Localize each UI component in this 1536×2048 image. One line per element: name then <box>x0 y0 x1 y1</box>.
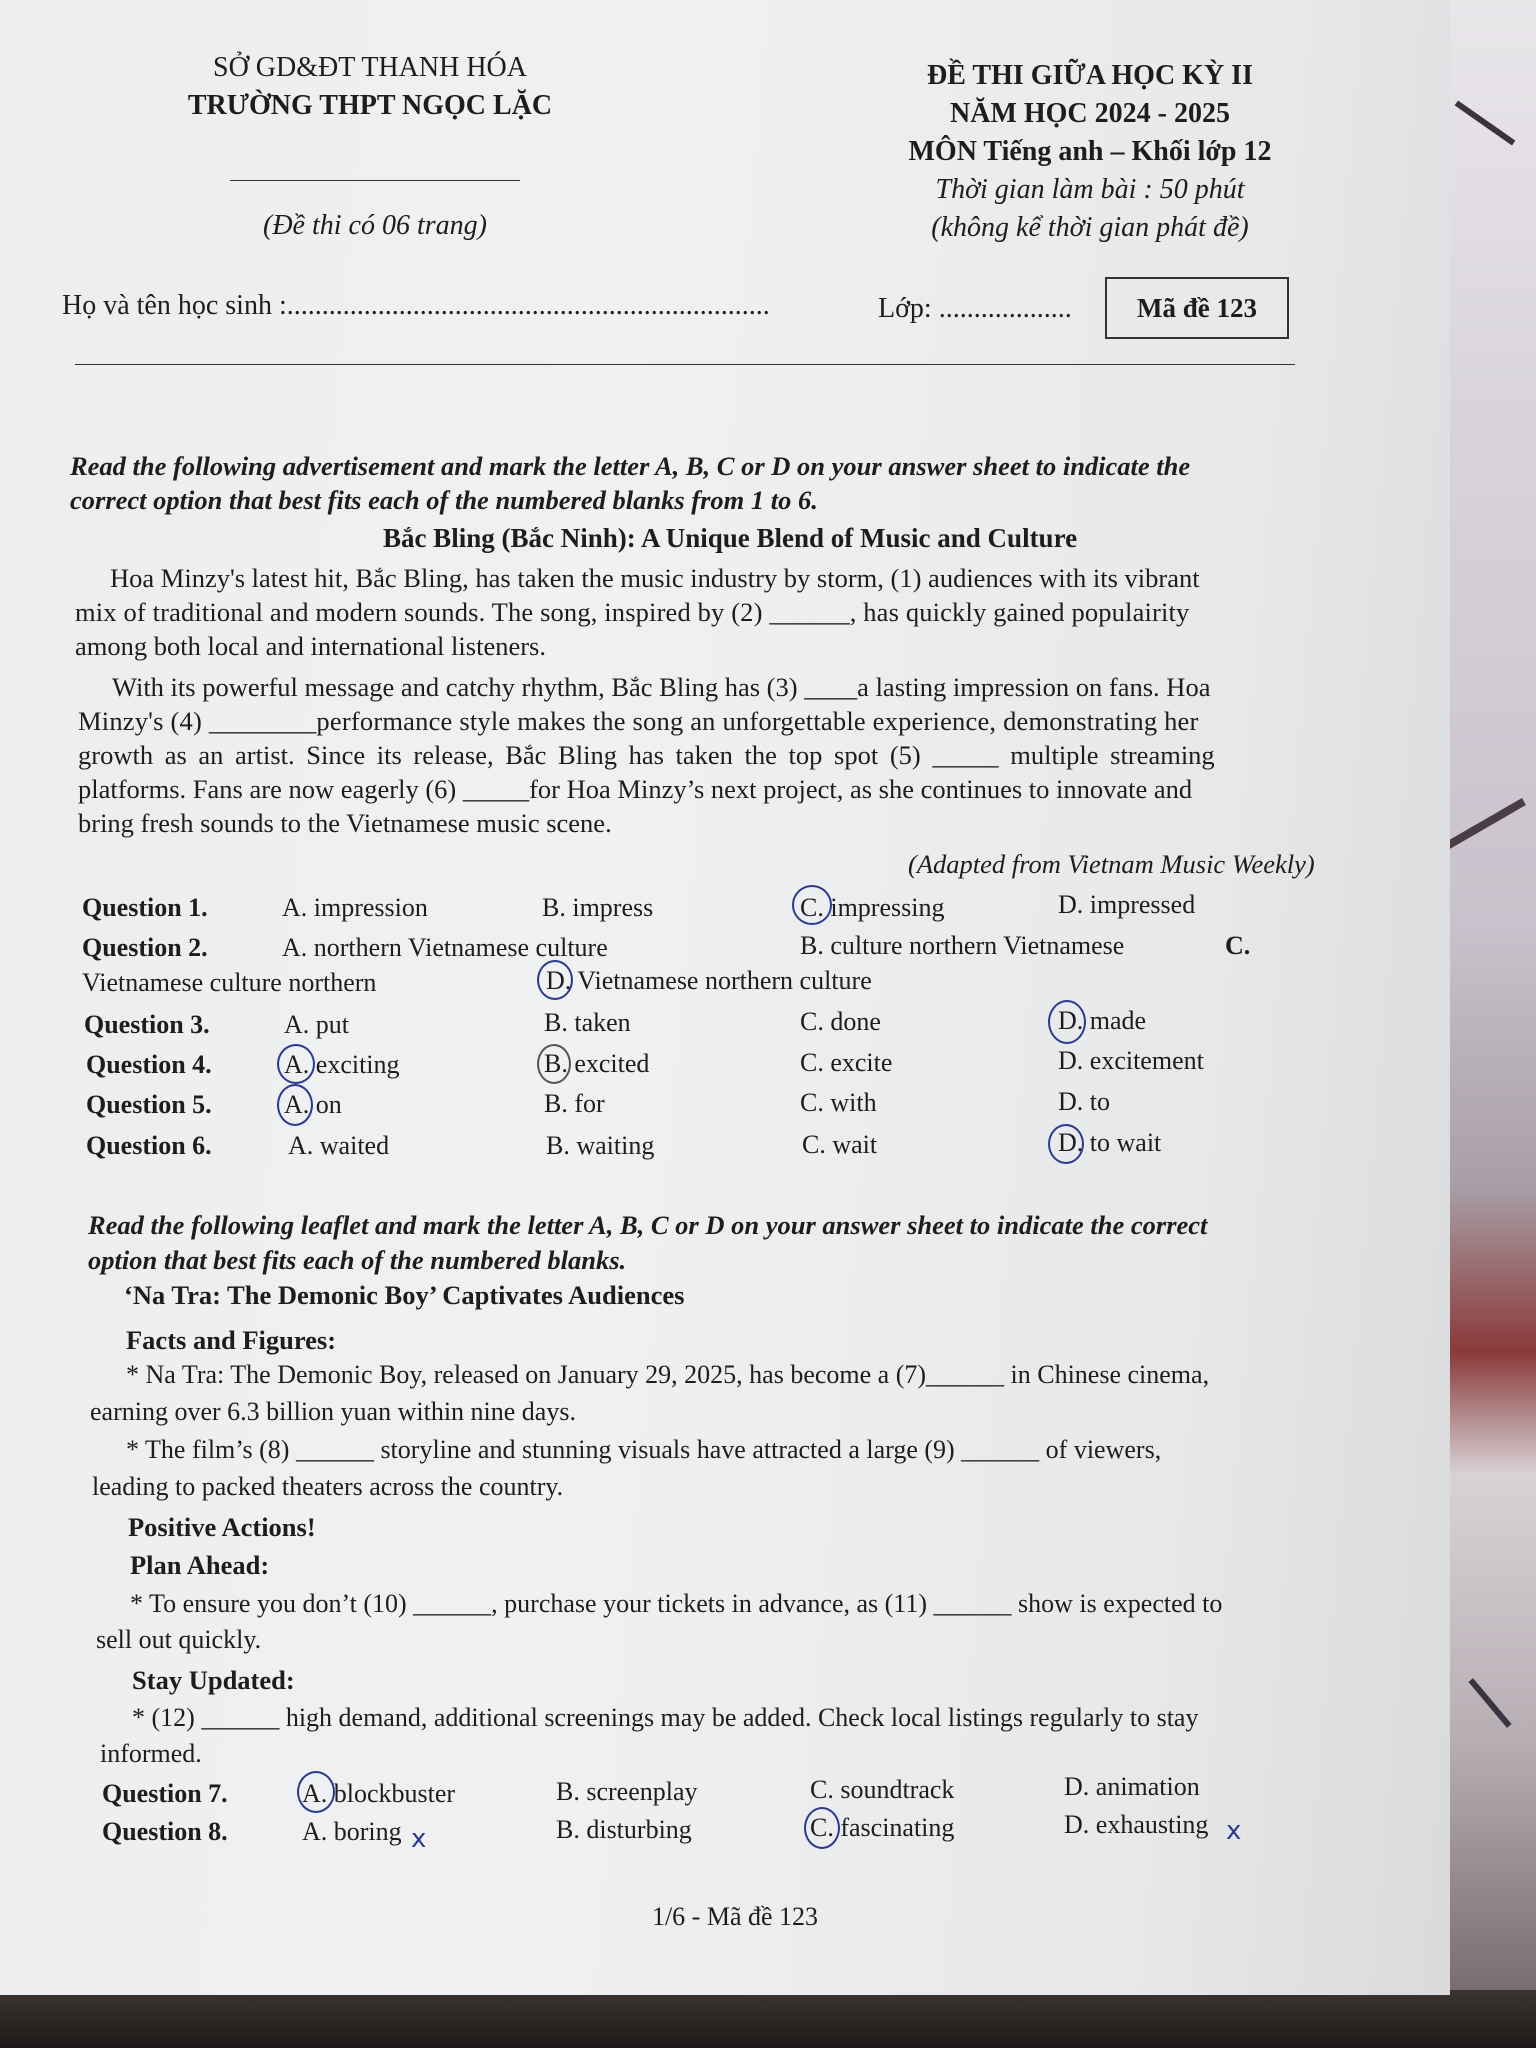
exam-code-box: Mã đề 123 <box>1105 277 1289 339</box>
option-c: C. wait <box>802 1130 878 1159</box>
passage1-line: Hoa Minzy's latest hit, Bắc Bling, has taken the music industry by storm, (1) audiences with its vibrant <box>110 563 1200 593</box>
passage2-line: platforms. Fans are now eagerly (6) _____for Hoa Minzy’s next project, as she continues to innovate and <box>78 774 1193 804</box>
option-d: D. Vietnamese northern culture <box>546 966 872 995</box>
option-c: C. impressing <box>800 893 945 922</box>
option-d: D. to <box>1058 1087 1110 1116</box>
passage2-line: With its powerful message and catchy rhythm, Bắc Bling has (3) ____a lasting impression on fans. Hoa <box>112 672 1211 702</box>
question-label: Question 3. <box>84 1010 210 1039</box>
option-d: D. animation <box>1064 1772 1200 1801</box>
option-a: A. blockbuster <box>302 1779 456 1808</box>
student-name-label: Họ và tên học sinh :..................................................................... <box>62 290 770 321</box>
option-b: B. taken <box>544 1008 631 1037</box>
plan-line1: * To ensure you don’t (10) ______, purchase your tickets in advance, as (11) ______ show is expected to <box>130 1589 1223 1618</box>
section2-instruction-line1: Read the following leaflet and mark the letter A, B, C or D on your answer sheet to indicate the correct <box>88 1210 1208 1240</box>
option-d: D. to wait <box>1058 1128 1162 1157</box>
answer-circle <box>537 960 573 1000</box>
option-a: A. put <box>284 1010 349 1039</box>
answer-circle <box>1048 1000 1086 1044</box>
answer-circle <box>804 1807 840 1849</box>
question-label: Question 7. <box>102 1779 228 1808</box>
duration-note: (không kể thời gian phát đề) <box>931 212 1249 243</box>
option-d: D. excitement <box>1058 1046 1204 1075</box>
option-b: B. culture northern Vietnamese <box>800 931 1125 960</box>
passage1-line: among both local and international listeners. <box>75 631 546 661</box>
fact2-line1: * The film’s (8) ______ storyline and stunning visuals have attracted a large (9) ______ of viewers, <box>126 1435 1162 1464</box>
option-b: B. excited <box>544 1049 650 1078</box>
option-b: B. waiting <box>546 1131 655 1160</box>
question-label: Question 1. <box>82 893 208 922</box>
class-label: Lớp: ................... <box>878 293 1072 324</box>
option-a: A. impression <box>282 893 428 922</box>
fact1-line2: earning over 6.3 billion yuan within nine days. <box>90 1397 576 1426</box>
cross-mark: x <box>1226 1816 1242 1846</box>
desk-edge <box>0 1990 1536 2048</box>
answer-circle <box>1048 1124 1084 1164</box>
answer-circle <box>792 885 832 925</box>
cross-mark: x <box>411 1824 427 1854</box>
section1-instruction-line1: Read the following advertisement and mark the letter A, B, C or D on your answer sheet to indicate the <box>70 451 1191 481</box>
option-b: B. screenplay <box>556 1777 698 1806</box>
option-c: C. with <box>800 1088 877 1117</box>
answer-circle <box>297 1771 335 1813</box>
stay-line2: informed. <box>100 1739 202 1768</box>
page-footer: 1/6 - Mã đề 123 <box>651 1902 819 1931</box>
pencil-circle <box>537 1044 571 1084</box>
department-name: SỞ GD&ĐT THANH HÓA <box>213 52 527 83</box>
option-a: A. boring <box>302 1817 402 1846</box>
section1-instruction-line2: correct option that best fits each of the numbered blanks from 1 to 6. <box>70 485 818 515</box>
school-year: NĂM HỌC 2024 - 2025 <box>950 98 1230 129</box>
option-d: D. impressed <box>1058 890 1196 919</box>
option-d: D. exhausting <box>1064 1810 1209 1839</box>
option-c-label: C. <box>1225 931 1251 960</box>
fact2-line2: leading to packed theaters across the country. <box>92 1472 564 1501</box>
passage1-line: mix of traditional and modern sounds. The song, inspired by (2) ______, has quickly gained populairity <box>75 597 1190 627</box>
stay-updated-heading: Stay Updated: <box>132 1665 295 1695</box>
school-name: TRƯỜNG THPT NGỌC LẶC <box>187 90 553 121</box>
pages-note: (Đề thi có 06 trang) <box>263 210 487 241</box>
option-c: C. excite <box>800 1048 893 1077</box>
background-poster <box>1440 0 1536 2048</box>
answer-circle <box>277 1044 315 1084</box>
section1-title: Bắc Bling (Bắc Ninh): A Unique Blend of Music and Culture <box>382 523 1078 553</box>
option-a: A. exciting <box>284 1050 400 1079</box>
passage2-line: Minzy's (4) ________performance style makes the song an unforgettable experience, demonstrating her <box>78 706 1199 736</box>
header-underline <box>230 180 520 181</box>
exam-title: ĐỀ THI GIỮA HỌC KỲ II <box>927 60 1253 91</box>
option-c: C. fascinating <box>810 1813 955 1842</box>
question-label: Question 5. <box>86 1090 212 1119</box>
plan-ahead-heading: Plan Ahead: <box>130 1550 270 1580</box>
option-c-text: Vietnamese culture northern <box>82 968 377 997</box>
passage2-line: bring fresh sounds to the Vietnamese music scene. <box>78 808 612 838</box>
option-d: D. made <box>1058 1006 1147 1035</box>
question-label: Question 2. <box>82 933 208 962</box>
fact1-line1: * Na Tra: The Demonic Boy, released on January 29, 2025, has become a (7)______ in Chinese cinema, <box>126 1360 1210 1389</box>
option-a: A. waited <box>288 1131 390 1160</box>
positive-actions-heading: Positive Actions! <box>128 1512 316 1542</box>
section2-title: ‘Na Tra: The Demonic Boy’ Captivates Audiences <box>124 1280 685 1310</box>
stay-line1: * (12) ______ high demand, additional screenings may be added. Check local listings regularly to stay <box>132 1703 1199 1732</box>
source-note: (Adapted from Vietnam Music Weekly) <box>908 849 1315 879</box>
option-b: B. disturbing <box>556 1815 692 1844</box>
option-b: B. for <box>544 1089 605 1118</box>
option-c: C. soundtrack <box>810 1775 955 1804</box>
facts-heading: Facts and Figures: <box>126 1325 337 1355</box>
question-label: Question 8. <box>102 1817 228 1846</box>
subject: MÔN Tiếng anh – Khối lớp 12 <box>908 136 1272 167</box>
option-a: A. northern Vietnamese culture <box>282 933 608 962</box>
duration: Thời gian làm bài : 50 phút <box>935 174 1245 205</box>
option-c: C. done <box>800 1007 881 1036</box>
poster-streak <box>1455 100 1516 145</box>
passage2-line: growth as an artist. Since its release, Bắc Bling has taken the top spot (5) _____ multiple streaming <box>78 740 1215 770</box>
question-label: Question 4. <box>86 1050 212 1079</box>
answer-circle <box>277 1084 313 1126</box>
poster-streak <box>1468 1678 1511 1728</box>
question-label: Question 6. <box>86 1131 212 1160</box>
option-a: A. on <box>284 1090 342 1119</box>
option-b: B. impress <box>542 893 654 922</box>
header-separator <box>75 364 1295 365</box>
section2-instruction-line2: option that best fits each of the numbered blanks. <box>88 1245 627 1275</box>
plan-line2: sell out quickly. <box>96 1625 262 1654</box>
poster-streak <box>1444 798 1526 850</box>
